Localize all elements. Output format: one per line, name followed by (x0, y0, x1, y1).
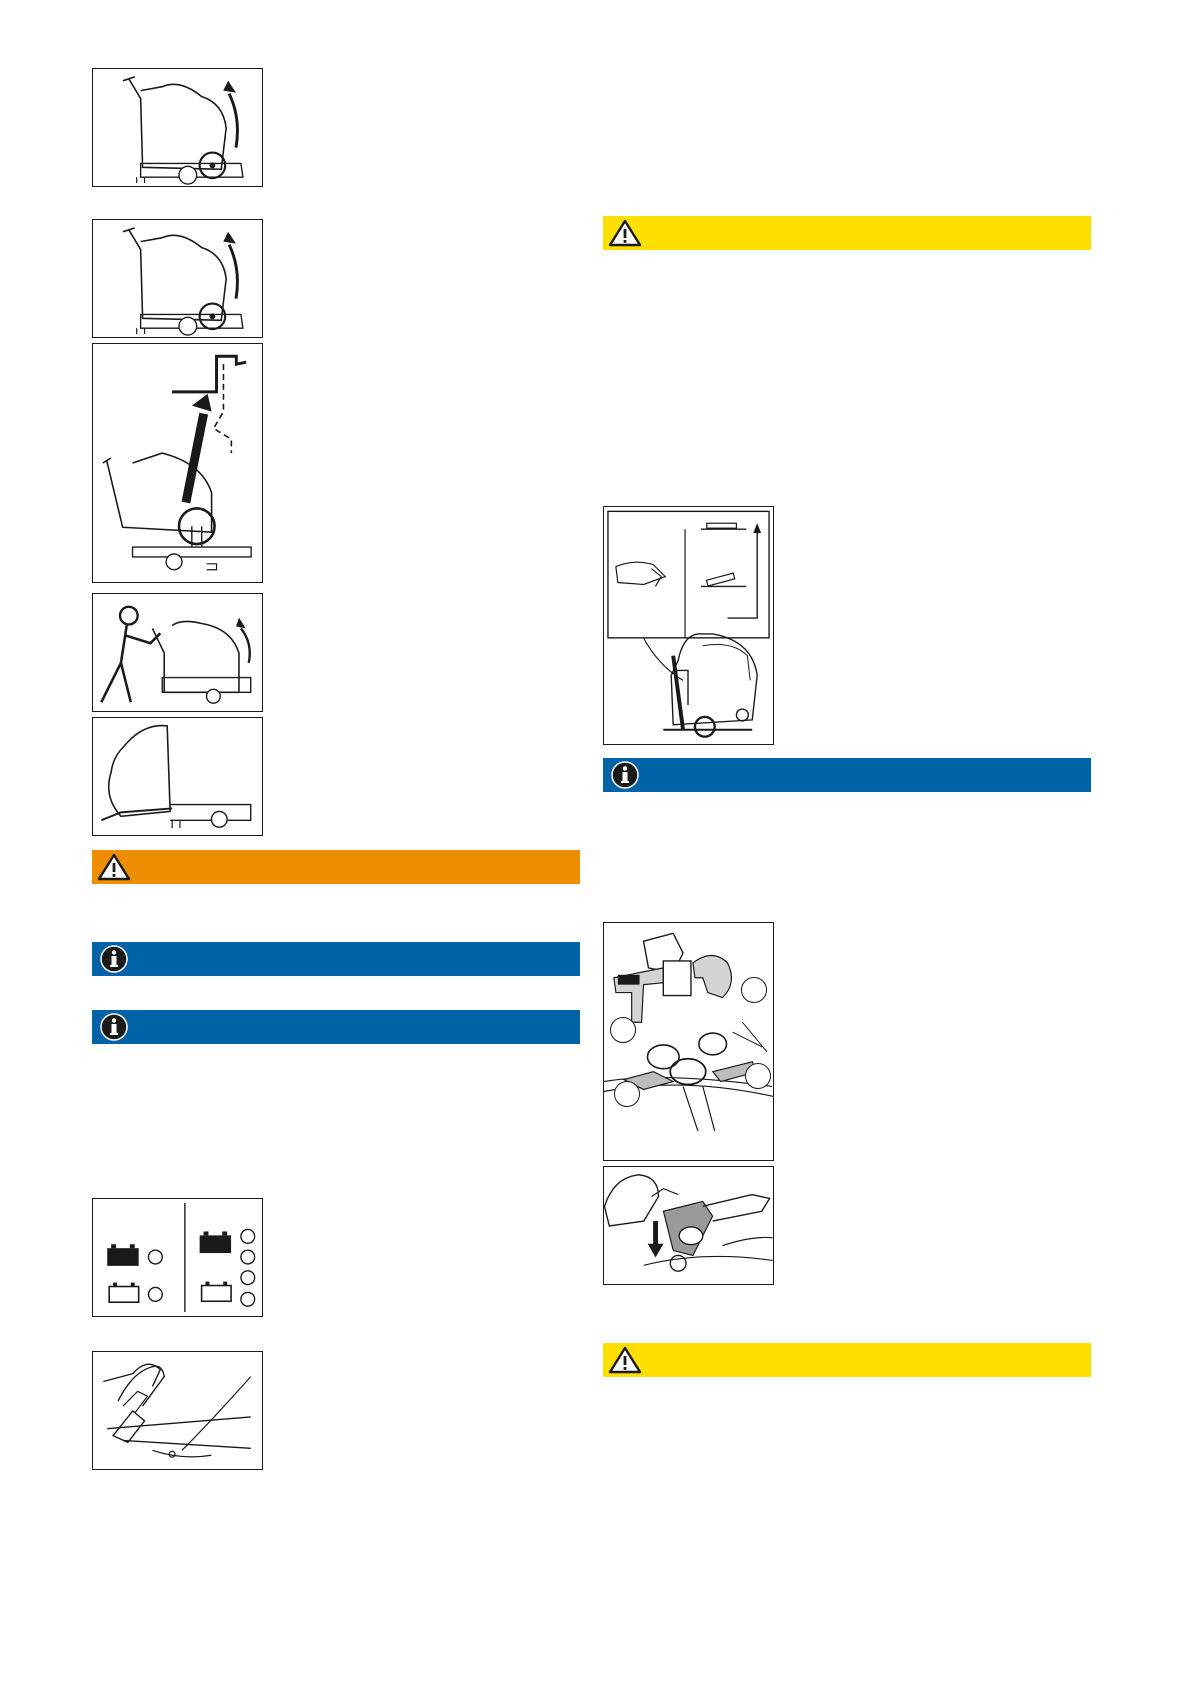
info-banner-2 (92, 1010, 580, 1044)
info-banner-3 (603, 758, 1091, 792)
machine-tilt-illustration (93, 69, 262, 186)
callout-circle (614, 1081, 640, 1107)
warning-triangle-icon (608, 218, 642, 248)
brush-mount-illustration (604, 923, 773, 1160)
warning-banner-yellow-1 (603, 216, 1091, 250)
info-icon (97, 1012, 131, 1042)
figure-person-tilting-machine (92, 593, 263, 712)
info-icon (608, 760, 642, 790)
battery-outline-icon (109, 1287, 138, 1303)
callout-circle (745, 1063, 771, 1089)
battery-config-illustration (93, 1199, 262, 1316)
battery-icon (107, 1248, 138, 1266)
brush-release-illustration (604, 1167, 773, 1284)
figure-machine-tilt-2 (92, 219, 263, 338)
figure-brush-pedal (603, 506, 774, 745)
figure-handle-connector (92, 1351, 263, 1470)
figure-machine-lift (92, 343, 263, 583)
warning-triangle-icon (97, 852, 131, 882)
info-icon (97, 944, 131, 974)
person-tilting-illustration (93, 594, 262, 711)
figure-machine-tipped-back (92, 717, 263, 836)
figure-brush-mount (603, 922, 774, 1161)
callout-circle (610, 1017, 636, 1043)
machine-tilt-illustration (93, 220, 262, 337)
warning-banner-yellow-2 (603, 1343, 1091, 1377)
figure-brush-release (603, 1166, 774, 1285)
warning-triangle-icon (608, 1345, 642, 1375)
figure-battery-config (92, 1198, 263, 1317)
warning-banner-orange (92, 850, 580, 884)
info-banner-1 (92, 942, 580, 976)
machine-tipped-illustration (93, 718, 262, 835)
handle-connector-illustration (93, 1352, 262, 1469)
machine-lift-illustration (93, 344, 262, 582)
callout-circle (741, 977, 767, 1003)
figure-machine-tilt-1 (92, 68, 263, 187)
brush-pedal-illustration (604, 507, 773, 744)
